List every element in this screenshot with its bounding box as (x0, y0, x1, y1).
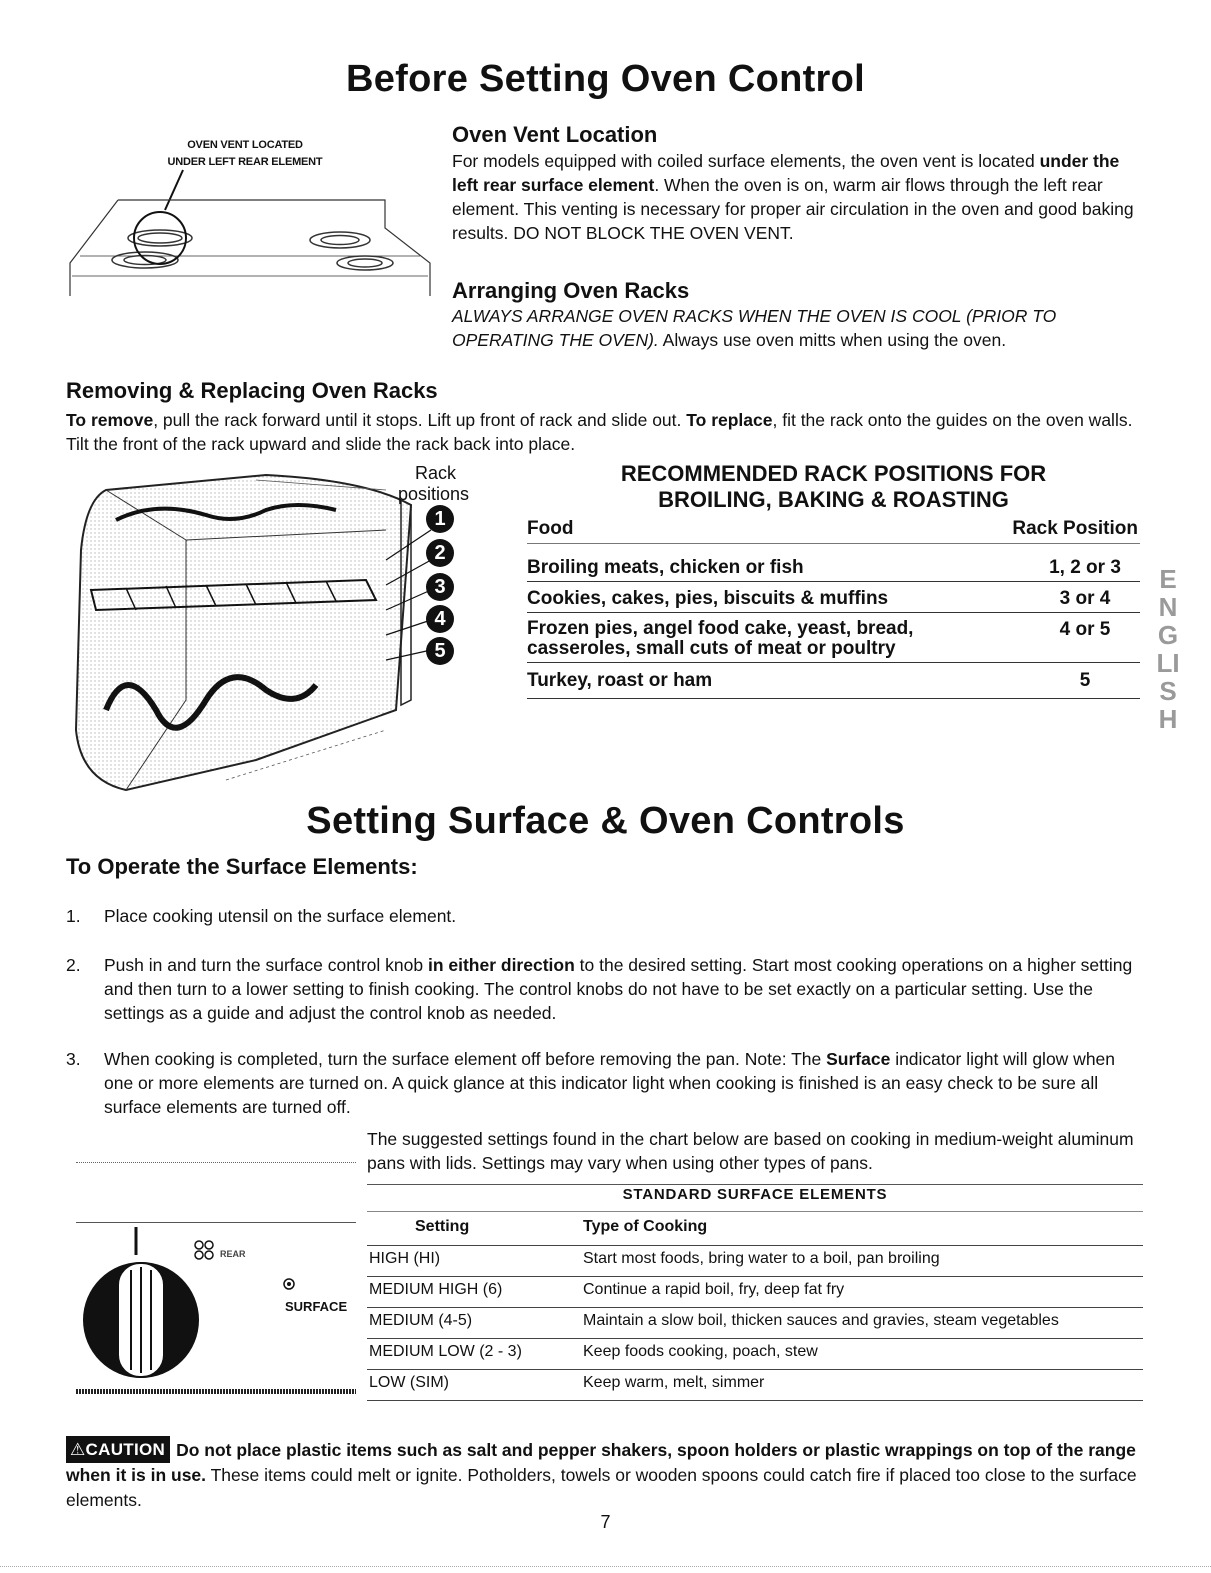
caution-paragraph: ⚠CAUTION Do not place plastic items such as salt and pepper shakers, spoon holders or plastic wrappings on top of the range when it is in use. These items could melt or ignite. Potholders, towels or wooden spoons could catch fire if placed too close to the surface elements. (66, 1436, 1148, 1513)
oven-rack-illustration (66, 460, 466, 800)
removing-paragraph: To remove, pull the rack forward until it stops. Lift up front of rack and slide out. To replace, fit the rack onto the guides on the oven walls. Tilt the front of the rack upward and slide the rack back into place. (66, 410, 1133, 454)
surface-indicator-label: SURFACE (285, 1299, 348, 1314)
table-row: MEDIUM LOW (2 - 3) Keep foods cooking, poach, stew (367, 1339, 1143, 1370)
rack-position-1-badge: 1 (426, 505, 454, 533)
rack-positions-label: Rack positions (398, 463, 470, 504)
page-number: 7 (600, 1512, 611, 1532)
list-item: 2. Push in and turn the surface control knob in either direction to the desired setting. Start most cooking operations on a higher setting and then turn to a lower setting to finish cooking. The control knobs do not have to be set exactly on a particular setting. Use the settings as a guide and adjust the control knob as needed. (66, 955, 1133, 1023)
table-row: LOW (SIM) Keep warm, melt, simmer (367, 1370, 1143, 1401)
table-row: HIGH (HI) Start most foods, bring water to a boil, pan broiling (367, 1246, 1143, 1277)
operate-heading: To Operate the Surface Elements: (66, 854, 418, 879)
language-side-tab: ENGLISH (1156, 564, 1180, 734)
caution-badge: ⚠CAUTION (66, 1436, 170, 1463)
rack-table-header: Food Rack Position (527, 518, 1140, 544)
list-item: 3. When cooking is completed, turn the surface element off before removing the pan. Note: The Surface indicator light will glow when one or more elements are turned on. A quick glance at this indicator light when cooking is finished is an easy check to be sure all surface elements are turned off. (66, 1049, 1116, 1117)
rack-table-row: Turkey, roast or ham 5 (527, 670, 1140, 699)
removing-heading: Removing & Replacing Oven Racks (66, 378, 438, 403)
warning-triangle-icon: ⚠ (70, 1440, 86, 1459)
arranging-paragraph: ALWAYS ARRANGE OVEN RACKS WHEN THE OVEN IS COOL (PRIOR TO OPERATING THE OVEN). Always use oven mitts when using the oven. (452, 306, 1057, 350)
table-row: MEDIUM HIGH (6) Continue a rapid boil, fry, deep fat fry (367, 1277, 1143, 1308)
rack-position-2-badge: 2 (426, 539, 454, 567)
rack-table-row: Broiling meats, chicken or fish 1, 2 or 3 (527, 557, 1140, 582)
rack-table-row: Cookies, cakes, pies, biscuits & muffins 3 or 4 (527, 588, 1140, 613)
vent-figure-label: OVEN VENT LOCATED UNDER LEFT REAR ELEMENT (167, 139, 323, 168)
rack-table-title: RECOMMENDED RACK POSITIONS FOR BROILING, BAKING & ROASTING (620, 461, 1047, 512)
suggested-settings-note: The suggested settings found in the chart below are based on cooking in medium-weight aluminum pans with lids. Settings may vary when using other types of pans. (367, 1129, 1134, 1173)
table-row: MEDIUM (4-5) Maintain a slow boil, thicken sauces and gravies, steam vegetables (367, 1308, 1143, 1339)
surface-table-title: STANDARD SURFACE ELEMENTS (622, 1186, 888, 1203)
surface-table-header: Setting Type of Cooking (367, 1215, 1143, 1246)
rack-position-5-badge: 5 (426, 637, 454, 665)
arranging-heading: Arranging Oven Racks (452, 278, 690, 303)
vent-heading: Oven Vent Location (452, 122, 658, 147)
rack-position-3-badge: 3 (426, 573, 454, 601)
list-item: 1. Place cooking utensil on the surface element. (66, 906, 457, 926)
rack-position-4-badge: 4 (426, 605, 454, 633)
cooktop-illustration (60, 168, 435, 298)
section-title: Setting Surface & Oven Controls (306, 800, 905, 842)
vent-paragraph: For models equipped with coiled surface elements, the oven vent is located under the left rear surface element. When the oven is on, warm air flows through the left rear element. This venting is necessary for proper air circulation in the oven and good baking results. DO NOT BLOCK THE OVEN VENT. (452, 151, 1134, 243)
rear-label: REAR (220, 1249, 246, 1259)
rack-table-row: Frozen pies, angel food cake, yeast, bread, casseroles, small cuts of meat or poultry 4 or 5 (527, 619, 1140, 663)
page-title: Before Setting Oven Control (345, 58, 866, 100)
